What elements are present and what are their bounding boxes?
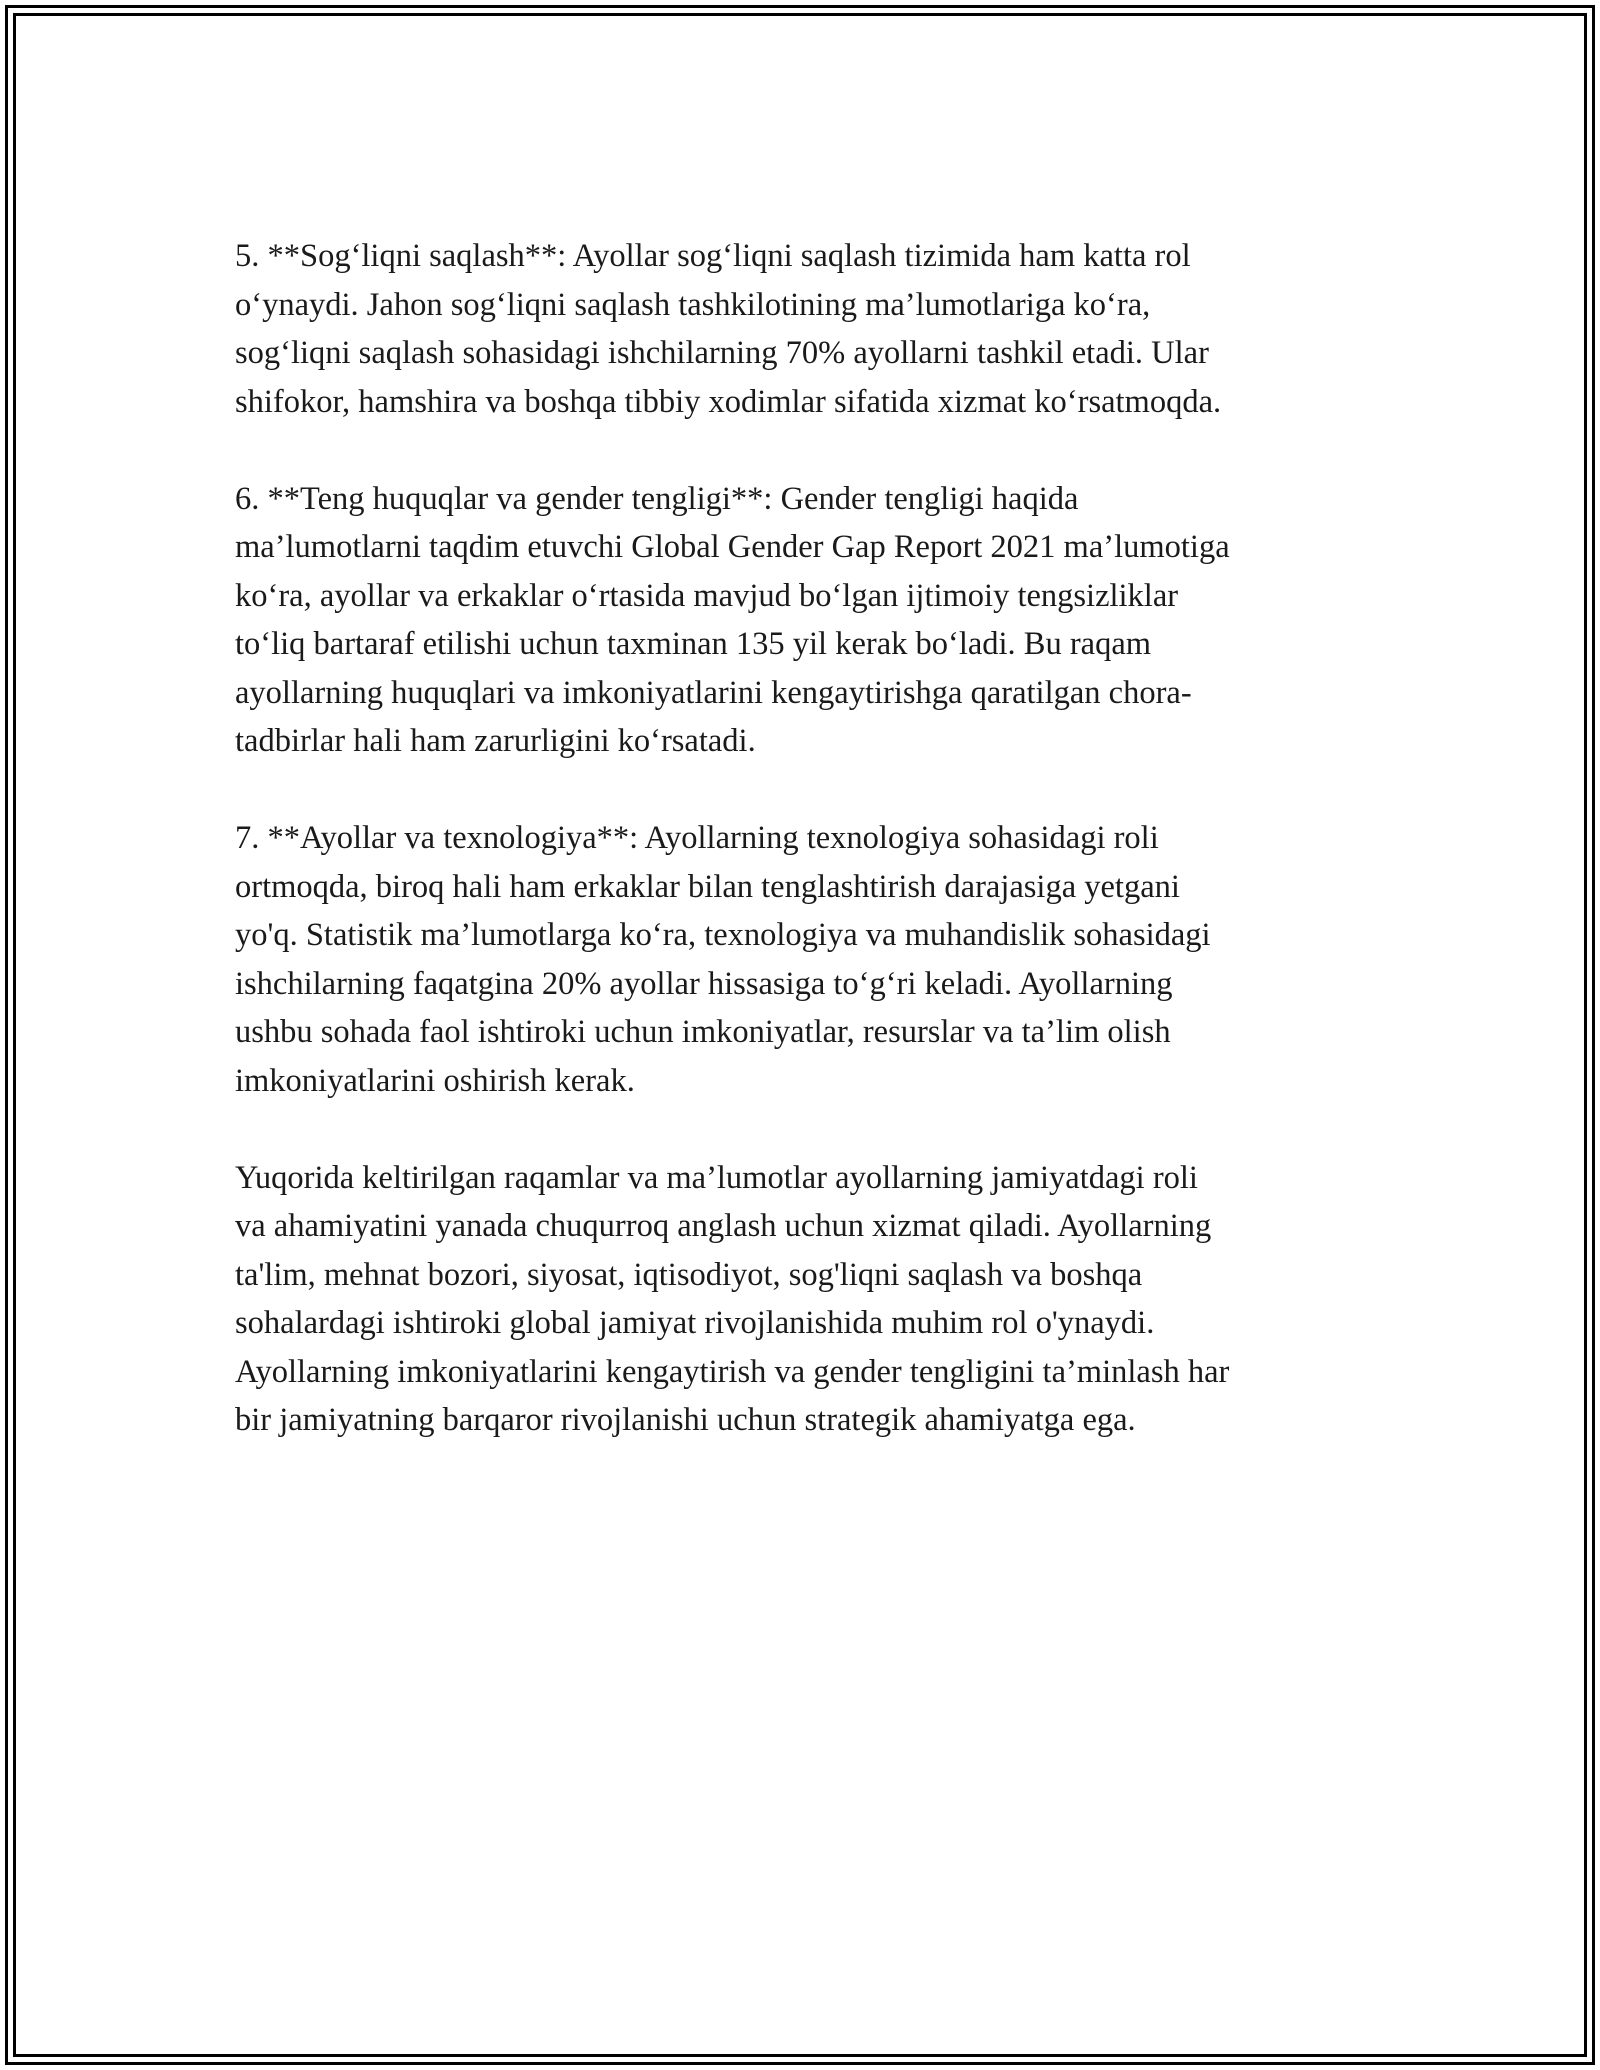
- paragraph-technology: [235, 814, 1375, 1105]
- text-line: 6. **Teng huquqlar va gender tengligi**: Gender tengligi haqida: [235, 480, 1079, 517]
- text-line: 7. **Ayollar va texnologiya**: Ayollarning texnologiya sohasidagi roli: [235, 820, 1159, 856]
- document-body: [235, 232, 1375, 1493]
- text-line: ta'lim, mehnat bozori, siyosat, iqtisodiyot, sog'liqni saqlash va boshqa: [235, 1256, 1143, 1293]
- text-line: ushbu sohada faol ishtiroki uchun imkoniyatlar, resurslar va ta’lim olish: [235, 1014, 1171, 1050]
- text-line: o‘ynaydi. Jahon sog‘liqni saqlash tashkilotining ma’lumotlariga ko‘ra,: [235, 286, 1151, 323]
- text-line: ko‘ra, ayollar va erkaklar o‘rtasida mavjud bo‘lgan ijtimoiy tengsizliklar: [235, 577, 1179, 614]
- text-line: ishchilarning faqatgina 20% ayollar hissasiga to‘g‘ri keladi. Ayollarning: [235, 965, 1173, 1002]
- text-line: ayollarning huquqlari va imkoniyatlarini kengaytirishga qaratilgan chora-: [235, 674, 1192, 711]
- text-line: imkoniyatlarini oshirish kerak.: [235, 1062, 635, 1099]
- text-line: 5. **Sog‘liqni saqlash**: Ayollar sog‘liqni saqlash tizimida ham katta rol: [235, 238, 1191, 274]
- text-line: Ayollarning imkoniyatlarini kengaytirish va gender tengligini ta’minlash har: [235, 1353, 1230, 1390]
- text-line: shifokor, hamshira va boshqa tibbiy xodimlar sifatida xizmat ko‘rsatmoqda.: [235, 383, 1222, 420]
- text-line: to‘liq bartaraf etilishi uchun taxminan 135 yil kerak bo‘ladi. Bu raqam: [235, 626, 1152, 662]
- text-line: sohalardagi ishtiroki global jamiyat rivojlanishida muhim rol o'ynaydi.: [235, 1305, 1155, 1341]
- text-line: va ahamiyatini yanada chuqurroq anglash uchun xizmat qiladi. Ayollarning: [235, 1208, 1212, 1244]
- paragraph-gender-equality: [235, 475, 1375, 766]
- text-line: sog‘liqni saqlash sohasidagi ishchilarning 70% ayollarni tashkil etadi. Ular: [235, 335, 1209, 371]
- text-line: yo'q. Statistik ma’lumotlarga ko‘ra, texnologiya va muhandislik sohasidagi: [235, 917, 1211, 953]
- paragraph-conclusion: [235, 1154, 1375, 1445]
- paragraph-health: [235, 232, 1375, 426]
- text-line: ma’lumotlarni taqdim etuvchi Global Gender Gap Report 2021 ma’lumotiga: [235, 529, 1230, 565]
- text-line: tadbirlar hali ham zarurligini ko‘rsatadi.: [235, 723, 756, 759]
- text-line: bir jamiyatning barqaror rivojlanishi uchun strategik ahamiyatga ega.: [235, 1402, 1136, 1438]
- text-line: Yuqorida keltirilgan raqamlar va ma’lumotlar ayollarning jamiyatdagi roli: [235, 1159, 1198, 1196]
- text-line: ortmoqda, biroq hali ham erkaklar bilan tenglashtirish darajasiga yetgani: [235, 868, 1180, 905]
